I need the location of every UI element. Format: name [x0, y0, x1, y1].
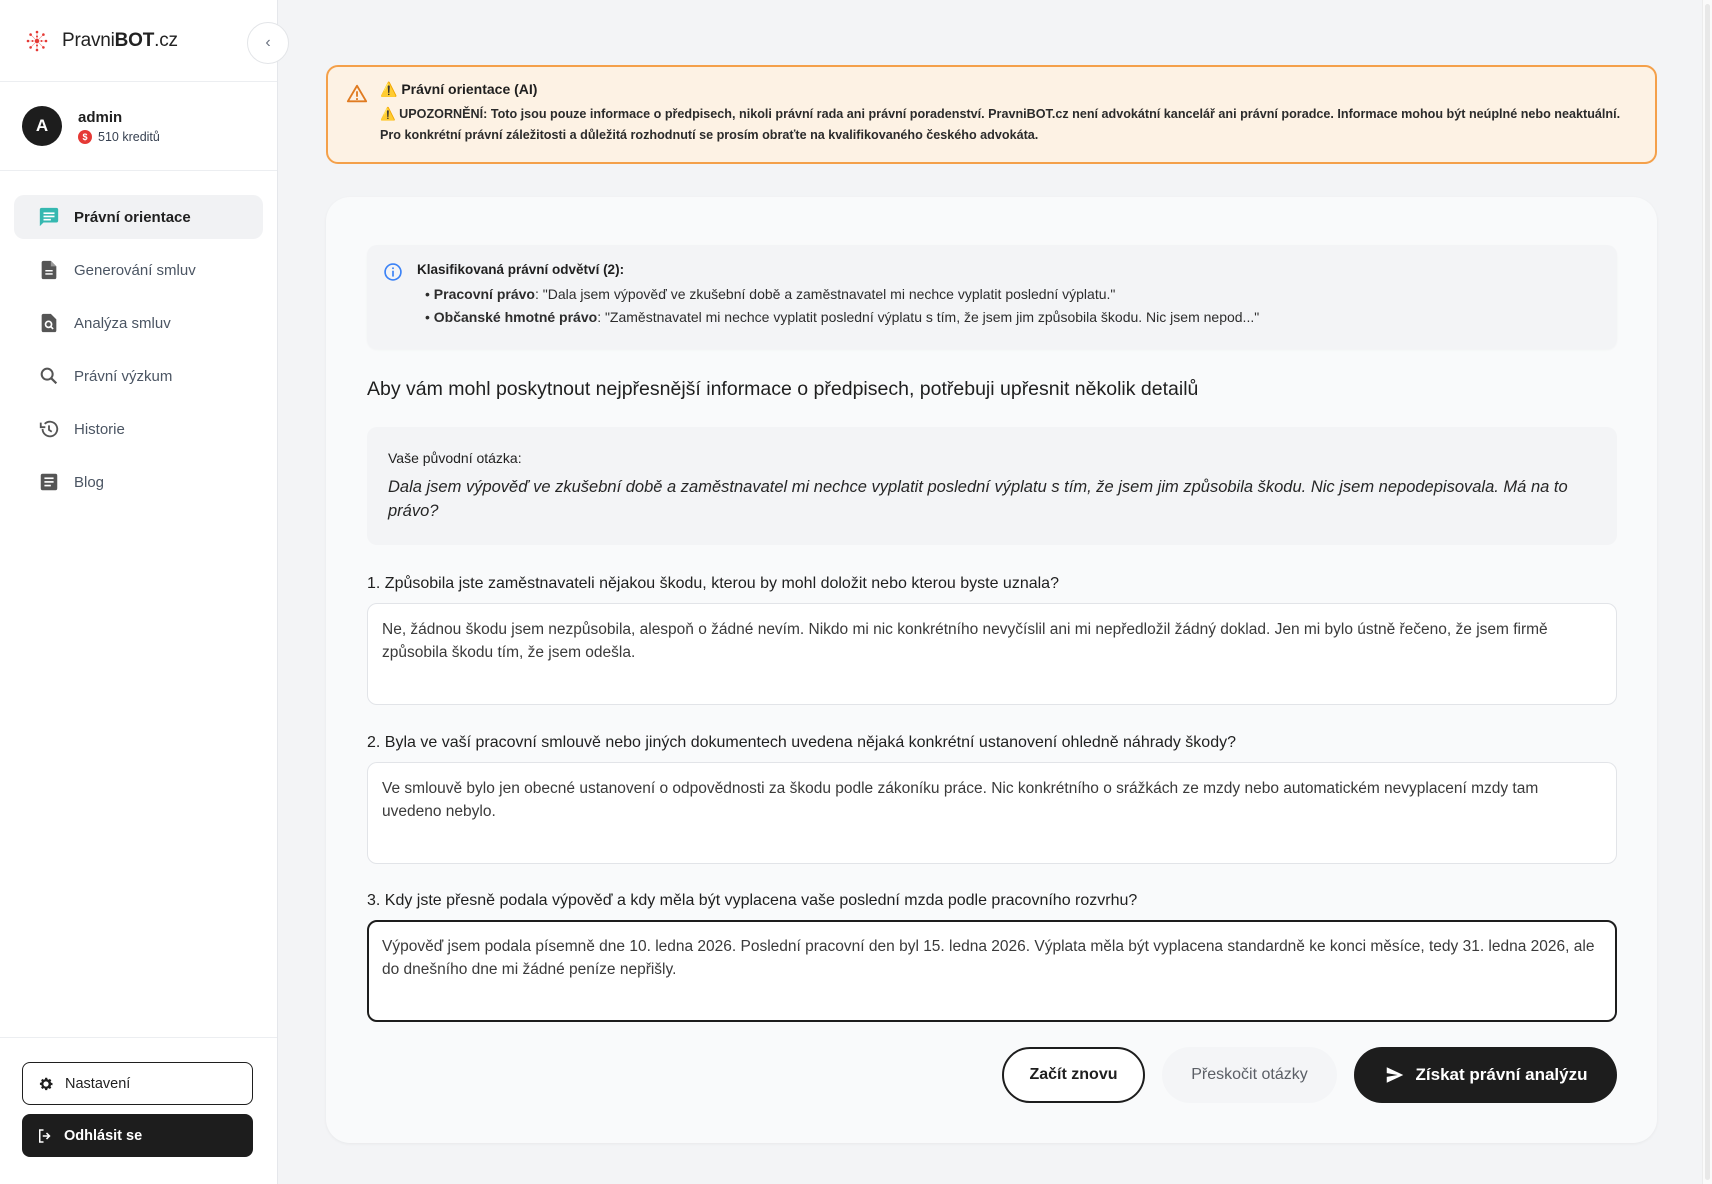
nav-item-analyza-smluv[interactable]: [14, 301, 263, 345]
coin-icon: $: [78, 130, 92, 144]
collapse-sidebar-button[interactable]: [247, 22, 289, 64]
nav-label: Generování smluv: [74, 261, 196, 279]
nav-item-generovani-smluv[interactable]: [14, 248, 263, 292]
nav-item-historie[interactable]: [14, 407, 263, 451]
nav-label: Právní výzkum: [74, 367, 173, 385]
logout-label: Odhlásit se: [64, 1127, 143, 1144]
chat-icon: [38, 206, 60, 228]
restart-button[interactable]: Začít znovu: [1002, 1047, 1145, 1103]
settings-button[interactable]: [22, 1062, 253, 1105]
scrollbar[interactable]: [1702, 0, 1712, 1184]
skip-questions-button[interactable]: Přeskočit otázky: [1162, 1047, 1337, 1103]
main-nav: [0, 171, 277, 504]
document-icon: [38, 259, 60, 281]
search-icon: [38, 365, 60, 387]
warning-icon: [346, 83, 368, 105]
user-profile: [0, 82, 277, 171]
info-icon: [383, 262, 403, 282]
nav-item-pravni-vyzkum[interactable]: [14, 354, 263, 398]
nav-label: Analýza smluv: [74, 314, 171, 332]
nav-item-blog[interactable]: [14, 460, 263, 504]
answer-1-field[interactable]: [367, 603, 1617, 705]
logo-icon: [22, 26, 52, 56]
gear-icon: [37, 1075, 55, 1093]
avatar: A: [22, 106, 62, 146]
answer-3-field[interactable]: [367, 920, 1617, 1022]
nav-item-pravni-orientace[interactable]: [14, 195, 263, 239]
brand-name: PravniBOT.cz: [62, 29, 178, 51]
original-question-text: Dala jsem výpověď ve zkušební době a zaměstnavatel mi nechce vyplatit poslední výplatu s tím, že jsem jim způsobila škodu. Nic jsem nepodepisovala. Má na to právo?: [388, 478, 1568, 520]
sidebar-footer: [0, 1037, 277, 1184]
classification-title: Klasifikovaná právní odvětví (2):: [417, 262, 625, 277]
logout-button[interactable]: [22, 1114, 253, 1157]
brand: [0, 0, 277, 82]
nav-label: Právní orientace: [74, 208, 191, 226]
classification-box: [367, 245, 1617, 349]
chevron-left-icon: ‹: [265, 34, 271, 51]
answer-2-field[interactable]: [367, 762, 1617, 864]
original-question-label: Vaše původní otázka:: [388, 450, 522, 466]
article-icon: [38, 471, 60, 493]
user-name: admin: [78, 108, 123, 126]
main-content: [279, 0, 1712, 1184]
nav-label: Blog: [74, 473, 105, 491]
original-question-box: [367, 427, 1617, 545]
document-search-icon: [38, 312, 60, 334]
send-icon: [1384, 1064, 1406, 1086]
get-analysis-label: Získat právní analýzu: [1415, 1065, 1588, 1084]
clarification-heading: Aby vám mohl poskytnout nejpřesnější informace o předpisech, potřebuji upřesnit několik detailů: [367, 378, 1199, 400]
history-icon: [38, 418, 60, 440]
settings-label: Nastavení: [65, 1075, 131, 1092]
question-3-label: 3. Kdy jste přesně podala výpověď a kdy měla být vyplacena vaše poslední mzda podle pracovního rozvrhu?: [367, 892, 1138, 909]
question-2-label: 2. Byla ve vaší pracovní smlouvě nebo jiných dokumentech uvedena nějaká konkrétní ustanovení ohledně náhrady škody?: [367, 734, 1236, 751]
credits-badge: [78, 130, 160, 144]
disclaimer-banner: [326, 65, 1657, 164]
question-1-label: 1. Způsobila jste zaměstnavateli nějakou škodu, kterou by mohl doložit nebo kterou byste uznala?: [367, 575, 1059, 592]
scrollbar-thumb[interactable]: [1705, 4, 1710, 1180]
sidebar: [0, 0, 278, 1184]
disclaimer-title: ⚠️ Právní orientace (AI): [380, 81, 538, 97]
classification-item: • Pracovní právo: "Dala jsem výpověď ve zkušební době a zaměstnavatel mi nechce vyplatit poslední výplatu.": [425, 286, 1116, 302]
logout-icon: [36, 1127, 54, 1145]
credits-text: 510 kreditů: [98, 129, 160, 144]
get-analysis-button[interactable]: [1354, 1047, 1617, 1103]
clarification-card: [326, 197, 1657, 1143]
classification-item: • Občanské hmotné právo: "Zaměstnavatel mi nechce vyplatit poslední výplatu s tím, že jsem jim způsobila škodu. Nic jsem nepod...": [425, 309, 1260, 325]
nav-label: Historie: [74, 420, 125, 438]
disclaimer-text: ⚠️ UPOZORNĚNÍ: Toto jsou pouze informace o předpisech, nikoli právní rada ani právní poradenství. PravniBOT.cz není advokátní kancelář ani právní poradce. Informace mohou být neúplné nebo neaktuální. Pro konkrétní právní záležitosti a důležitá rozhodnutí se prosím obraťte na kvalifikovaného českého advokáta.: [380, 107, 1621, 142]
